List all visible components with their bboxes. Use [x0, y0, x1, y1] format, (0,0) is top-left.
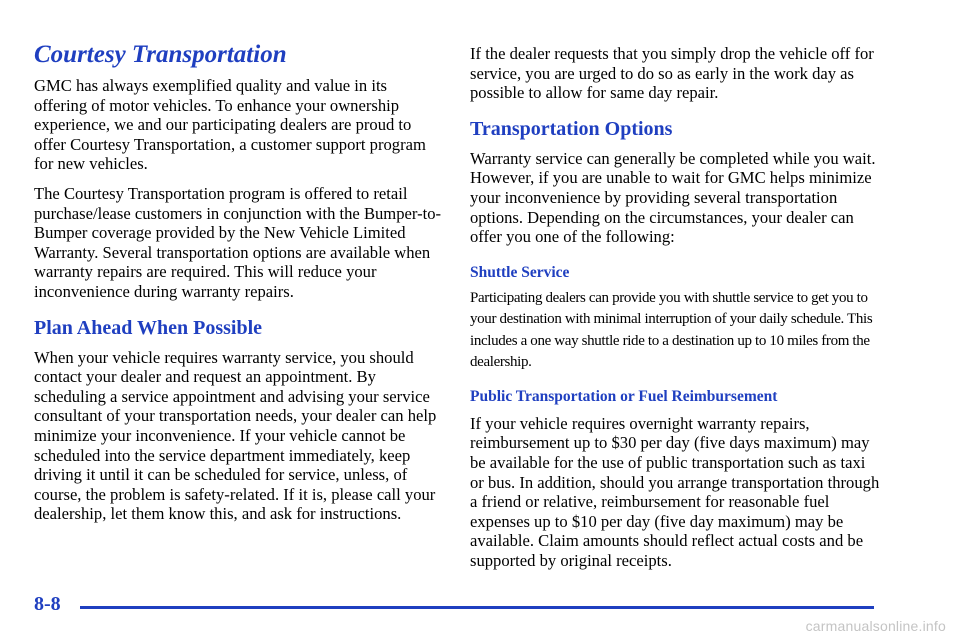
transportation-options-heading: Transportation Options: [470, 117, 673, 140]
left-column: [34, 40, 442, 524]
dropoff-paragraph: If the dealer requests that you simply drop the vehicle off for service, you are urged to do so as early in the work day as possible to allow for same day repair.: [470, 44, 874, 103]
intro-paragraph: GMC has always exemplified quality and value in its offering of motor vehicles. To enhance your ownership experience, we and our participating dealers are proud to offer Courtesy Transportation, a customer support program for new vehicles.: [34, 76, 426, 174]
plan-ahead-heading: Plan Ahead When Possible: [34, 316, 263, 339]
footer-rule: [80, 606, 874, 609]
shuttle-service-heading: Shuttle Service: [470, 263, 570, 281]
right-column: [470, 44, 880, 571]
program-paragraph: The Courtesy Transportation program is offered to retail purchase/lease customers in conjunction with the Bumper-to-Bumper coverage provided by the New Vehicle Limited Warranty. Several transportation options are available when warranty repairs are required. This will reduce your inconvenience during warranty repairs.: [34, 183, 442, 301]
page-number: 8-8: [34, 593, 61, 615]
shuttle-service-paragraph: Participating dealers can provide you with shuttle service to get you to your destination with minimal interruption of your daily schedule. This includes a one way shuttle ride to a destination up to 10 miles from the dealership.: [470, 289, 873, 371]
public-transportation-heading: Public Transportation or Fuel Reimbursement: [470, 387, 778, 405]
transportation-options-paragraph: Warranty service can generally be completed while you wait. However, if you are unable to wait for GMC helps minimize your inconvenience by providing several transportation options. Depending on the circumstances, your dealer can offer you one of the following:: [470, 148, 876, 247]
page-title: Courtesy Transportation: [34, 41, 287, 68]
public-transportation-paragraph: If your vehicle requires overnight warranty repairs, reimbursement up to $30 per day (five days maximum) may be available for the use of public transportation such as taxi or bus. In addition, should you arrange transportation through a friend or relative, reimbursement for reasonable fuel expenses up to $10 per day (five day maximum) may be available. Claim amounts should reflect actual costs and be supported by original receipts.: [470, 413, 880, 570]
watermark: carmanualsonline.info: [805, 618, 946, 634]
plan-ahead-paragraph: When your vehicle requires warranty service, you should contact your dealer and request an appointment. By scheduling a service appointment and advising your service consultant of your transportation needs, your dealer can help minimize your inconvenience. If your vehicle cannot be scheduled into the service department immediately, keep driving it until it can be scheduled for service, unless, of course, the problem is safety-related. If it is, please call your dealership, let them know this, and ask for instructions.: [34, 347, 437, 524]
